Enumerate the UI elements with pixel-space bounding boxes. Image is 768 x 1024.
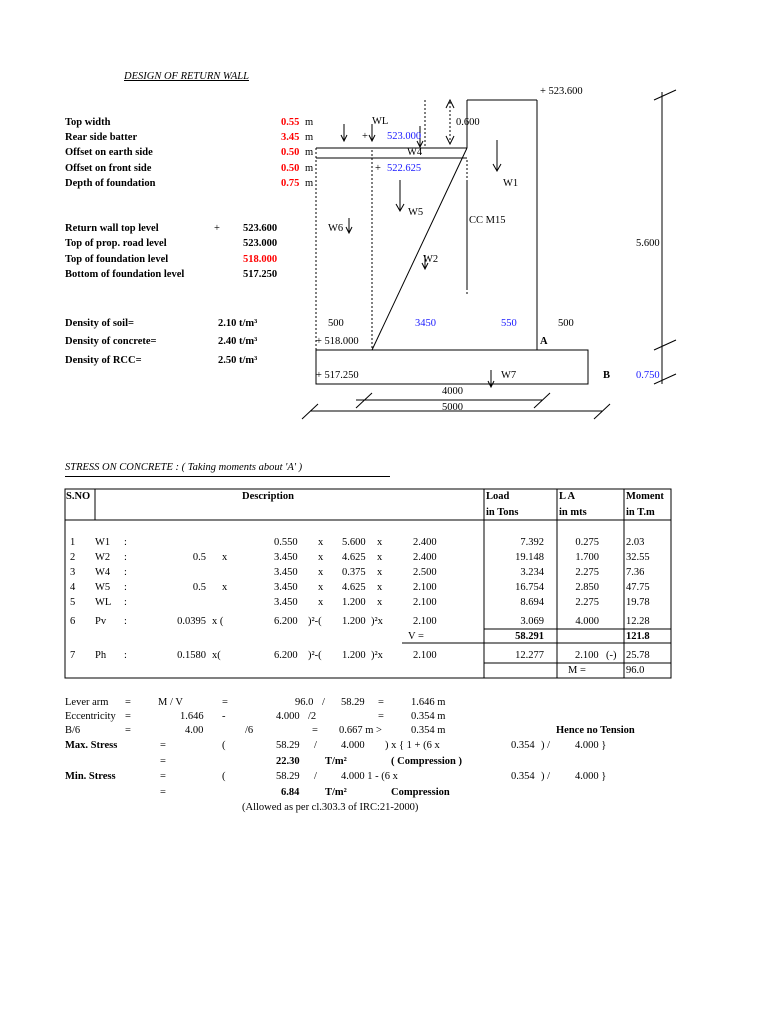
row-lever-arm: 2.275 — [575, 567, 599, 578]
param-unit: m — [305, 178, 314, 189]
row-a: 0.550 — [274, 537, 298, 548]
max-stress-result: 22.30 — [276, 756, 300, 767]
col-header-description: Description — [242, 491, 294, 502]
road-level-label: 523.000 — [387, 131, 422, 142]
expression: 4.000 1 - (6 x — [341, 771, 398, 782]
eccentricity-label: Eccentricity — [65, 711, 116, 722]
row-moment: 7.36 — [626, 567, 645, 578]
operator: ) / — [541, 740, 551, 751]
level-label: Bottom of foundation level — [65, 269, 185, 280]
net-moment-value: 96.0 — [626, 665, 645, 676]
row-x: x — [377, 537, 383, 548]
row-factor-x: x ( — [212, 616, 224, 627]
value: 0.354 m — [411, 725, 446, 736]
col-header-sno: S.NO — [66, 491, 91, 502]
load-label-w5: W5 — [408, 207, 424, 218]
row-no: 4 — [70, 582, 76, 593]
equals: = — [378, 697, 384, 708]
max-stress-label: Max. Stress — [65, 740, 118, 751]
row-density: 2.100 — [413, 582, 437, 593]
no-tension-note: Hence no Tension — [556, 725, 635, 736]
value: 4.000 — [276, 711, 300, 722]
col-header-load-unit: in Tons — [486, 507, 519, 518]
row-factor: 0.1580 — [177, 650, 206, 661]
param-label: Top width — [65, 117, 111, 128]
row-moment: 2.03 — [626, 537, 645, 548]
param-value: 0.55 — [281, 117, 300, 128]
dim-label: 5000 — [442, 402, 463, 413]
lever-arm-result: 1.646 m — [411, 697, 446, 708]
moment-sum-value: 121.8 — [626, 631, 650, 642]
param-value: 0.50 — [281, 147, 300, 158]
row-factor-x: x — [222, 552, 228, 563]
row-a: 3.450 — [274, 597, 298, 608]
load-label-w7: W7 — [501, 370, 517, 381]
row-a: 3.450 — [274, 582, 298, 593]
value: 58.29 — [341, 697, 365, 708]
row-no: 5 — [70, 597, 76, 608]
row-factor-x: x( — [212, 650, 221, 661]
row-factor: 0.5 — [192, 582, 206, 593]
level-value: 523.000 — [243, 238, 278, 249]
load-label-w4: W4 — [407, 147, 423, 158]
row-x: x — [377, 582, 383, 593]
unit: T/m² — [325, 756, 347, 767]
equals: = — [160, 756, 166, 767]
page-title: DESIGN OF RETURN WALL — [124, 71, 249, 82]
level-sign: + — [214, 223, 220, 234]
value: 0.354 — [511, 771, 535, 782]
row-sign: (-) — [606, 650, 617, 661]
dim-label: 500 — [328, 318, 344, 329]
operator: - — [222, 711, 226, 722]
formula: M / V — [158, 697, 183, 708]
row-b: 1.200 — [342, 616, 366, 627]
row-lever-arm: 0.275 — [575, 537, 599, 548]
row-name: W1 — [95, 537, 111, 548]
col-header-lever-arm-unit: in mts — [559, 507, 587, 518]
depth-dim-label: 0.750 — [636, 370, 660, 381]
stress-type: ( Compression ) — [391, 756, 462, 767]
b6-label: B/6 — [65, 725, 81, 736]
row-name: W5 — [95, 582, 111, 593]
vertical-sum-label: V = — [408, 631, 424, 642]
dim-label: 550 — [501, 318, 517, 329]
row-x: x — [377, 567, 383, 578]
param-unit: m — [305, 163, 314, 174]
load-label-wl: WL — [372, 116, 389, 127]
param-unit: m — [305, 132, 314, 143]
net-moment-label: M = — [568, 665, 586, 676]
plus-sign: + — [362, 131, 368, 142]
row-name: W4 — [95, 567, 111, 578]
vertical-sum-value: 58.291 — [515, 631, 544, 642]
row-lever-arm: 2.850 — [575, 582, 599, 593]
concrete-grade-label: CC M15 — [469, 215, 506, 226]
value: 4.00 — [185, 725, 204, 736]
foundation-top-level: + 518.000 — [316, 336, 359, 347]
row-b: 4.625 — [342, 582, 366, 593]
row-moment: 47.75 — [626, 582, 650, 593]
section-title: STRESS ON CONCRETE : ( Taking moments about 'A' ) — [65, 462, 303, 473]
equals: = — [378, 711, 384, 722]
foundation-bottom-level: + 517.250 — [316, 370, 359, 381]
row-density: 2.100 — [413, 616, 437, 627]
dim-label: 500 — [558, 318, 574, 329]
col-header-load: Load — [486, 491, 510, 502]
level-label: Top of foundation level — [65, 254, 169, 265]
equals: = — [125, 697, 131, 708]
unit: T/m² — [325, 787, 347, 798]
operator: /6 — [245, 725, 254, 736]
equals: = — [125, 725, 131, 736]
code-reference-note: (Allowed as per cl.303.3 of IRC:21-2000) — [242, 802, 419, 813]
level-label: 522.625 — [387, 163, 422, 174]
row-lever-arm: 2.275 — [575, 597, 599, 608]
row-x: x — [318, 552, 324, 563]
row-x: x — [318, 582, 324, 593]
row-colon: : — [124, 650, 127, 661]
min-stress-label: Min. Stress — [65, 771, 116, 782]
load-label-w6: W6 — [328, 223, 344, 234]
value: 0.354 — [511, 740, 535, 751]
col-header-moment-unit: in T.m — [626, 507, 655, 518]
row-no: 1 — [70, 537, 76, 548]
row-no: 2 — [70, 552, 76, 563]
value: 58.29 — [276, 771, 300, 782]
param-label: Rear side batter — [65, 132, 138, 143]
param-value: 0.50 — [281, 163, 300, 174]
row-op: )²x — [371, 616, 383, 627]
row-moment: 32.55 — [626, 552, 650, 563]
level-label: Top of prop. road level — [65, 238, 167, 249]
paren: ( — [222, 771, 226, 782]
expression: ) x { 1 + (6 x — [385, 740, 440, 751]
row-op: )²-( — [308, 650, 322, 661]
row-factor: 0.0395 — [177, 616, 206, 627]
row-name: Pv — [95, 616, 107, 627]
row-lever-arm: 1.700 — [575, 552, 599, 563]
operator: / — [314, 771, 317, 782]
plus-sign: + — [375, 163, 381, 174]
equals: = — [160, 771, 166, 782]
point-b-label: B — [603, 370, 611, 381]
equals: = — [125, 711, 131, 722]
row-load: 7.392 — [520, 537, 544, 548]
row-load: 12.277 — [515, 650, 544, 661]
row-density: 2.100 — [413, 597, 437, 608]
row-colon: : — [124, 552, 127, 563]
density-value: 2.10 t/m³ — [218, 318, 258, 329]
equals: = — [160, 740, 166, 751]
param-label: Depth of foundation — [65, 178, 156, 189]
dim-label: 0.600 — [456, 117, 480, 128]
point-a-label: A — [540, 336, 548, 347]
lever-arm-label: Lever arm — [65, 697, 109, 708]
row-load: 16.754 — [515, 582, 544, 593]
b6-result: 0.667 m > — [339, 725, 382, 736]
row-x: x — [318, 537, 324, 548]
row-op: )²x — [371, 650, 383, 661]
equals: = — [222, 697, 228, 708]
col-header-lever-arm: L A — [559, 491, 576, 502]
row-x: x — [377, 552, 383, 563]
param-value: 3.45 — [281, 132, 300, 143]
row-moment: 19.78 — [626, 597, 650, 608]
row-name: WL — [95, 597, 112, 608]
row-no: 7 — [70, 650, 76, 661]
load-label-w2: W2 — [423, 254, 439, 265]
density-value: 2.50 t/m³ — [218, 355, 258, 366]
param-label: Offset on front side — [65, 163, 152, 174]
height-dim-label: 5.600 — [636, 238, 660, 249]
row-density: 2.500 — [413, 567, 437, 578]
level-value: 517.250 — [243, 269, 278, 280]
row-colon: : — [124, 537, 127, 548]
value: 1.646 — [180, 711, 204, 722]
row-factor: 0.5 — [192, 552, 206, 563]
row-x: x — [318, 567, 324, 578]
dim-label: 4000 — [442, 386, 463, 397]
row-lever-arm: 4.000 — [575, 616, 599, 627]
row-colon: : — [124, 597, 127, 608]
value: 4.000 — [341, 740, 365, 751]
row-colon: : — [124, 567, 127, 578]
param-label: Offset on earth side — [65, 147, 153, 158]
row-load: 8.694 — [520, 597, 544, 608]
density-label: Density of concrete= — [65, 336, 157, 347]
value: 96.0 — [295, 697, 314, 708]
level-value: 523.600 — [243, 223, 278, 234]
row-moment: 12.28 — [626, 616, 650, 627]
param-unit: m — [305, 147, 314, 158]
paren: ( — [222, 740, 226, 751]
density-label: Density of RCC= — [65, 355, 142, 366]
density-value: 2.40 t/m³ — [218, 336, 258, 347]
level-label: Return wall top level — [65, 223, 159, 234]
density-label: Density of soil= — [65, 318, 134, 329]
row-a: 6.200 — [274, 650, 298, 661]
row-b: 1.200 — [342, 650, 366, 661]
row-no: 3 — [70, 567, 76, 578]
row-density: 2.400 — [413, 537, 437, 548]
level-value: 518.000 — [243, 254, 278, 265]
eccentricity-result: 0.354 m — [411, 711, 446, 722]
row-name: W2 — [95, 552, 111, 563]
col-header-moment: Moment — [626, 491, 664, 502]
wall-top-level-label: + 523.600 — [540, 86, 583, 97]
row-a: 6.200 — [274, 616, 298, 627]
operator: / — [322, 697, 325, 708]
dim-label: 3450 — [415, 318, 436, 329]
equals: = — [160, 787, 166, 798]
param-unit: m — [305, 117, 314, 128]
operator: / — [314, 740, 317, 751]
min-stress-result: 6.84 — [281, 787, 300, 798]
row-b: 5.600 — [342, 537, 366, 548]
load-label-w1: W1 — [503, 178, 519, 189]
row-b: 4.625 — [342, 552, 366, 563]
row-x: x — [318, 597, 324, 608]
row-moment: 25.78 — [626, 650, 650, 661]
stress-type: Compression — [391, 787, 450, 798]
row-load: 19.148 — [515, 552, 544, 563]
row-op: )²-( — [308, 616, 322, 627]
row-lever-arm: 2.100 — [575, 650, 599, 661]
row-name: Ph — [95, 650, 107, 661]
row-density: 2.400 — [413, 552, 437, 563]
value: 4.000 } — [575, 740, 607, 751]
row-b: 1.200 — [342, 597, 366, 608]
row-factor-x: x — [222, 582, 228, 593]
operator: ) / — [541, 771, 551, 782]
value: 4.000 } — [575, 771, 607, 782]
row-b: 0.375 — [342, 567, 366, 578]
param-value: 0.75 — [281, 178, 300, 189]
row-density: 2.100 — [413, 650, 437, 661]
row-a: 3.450 — [274, 552, 298, 563]
operator: /2 — [308, 711, 317, 722]
row-colon: : — [124, 616, 127, 627]
row-load: 3.234 — [520, 567, 544, 578]
row-no: 6 — [70, 616, 76, 627]
row-load: 3.069 — [520, 616, 544, 627]
row-x: x — [377, 597, 383, 608]
equals: = — [312, 725, 318, 736]
row-colon: : — [124, 582, 127, 593]
row-a: 3.450 — [274, 567, 298, 578]
value: 58.29 — [276, 740, 300, 751]
